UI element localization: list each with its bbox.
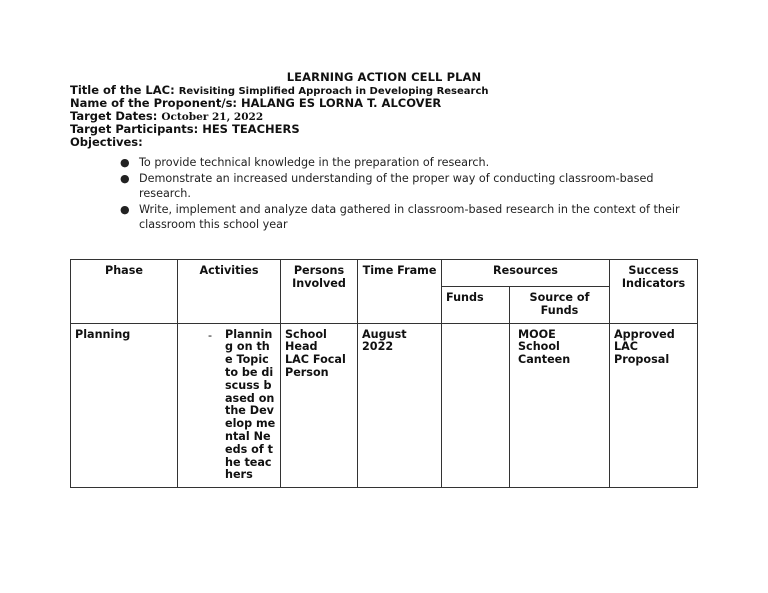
cell-source-of-funds: [510, 323, 610, 488]
header-source-of-funds: Source of Funds: [510, 287, 610, 324]
bullet-icon: ●: [120, 202, 130, 216]
header-funds: Funds: [442, 287, 510, 324]
person-line: Head: [285, 340, 318, 354]
header-time-frame: Time Frame: [358, 260, 442, 324]
cell-activities: [178, 323, 281, 488]
header-success-indicators: Success Indicators: [610, 260, 698, 324]
table-row: [71, 323, 698, 488]
objectives-label: Objectives:: [70, 135, 143, 149]
header-resources: Resources: [442, 260, 610, 287]
source-line: School: [518, 340, 560, 354]
list-item: [116, 171, 686, 202]
proponent-value: HALANG ES LORNA T. ALCOVER: [241, 96, 442, 110]
header-activities: Activities: [178, 260, 281, 324]
target-dates-label: Target Dates:: [70, 109, 162, 123]
target-participants-label: Target Participants:: [70, 122, 203, 136]
cell-persons-involved: [281, 323, 358, 488]
activity-text: Planning on the Topic to be discuss based on the Develop mental Needs of the teachers: [225, 327, 276, 482]
list-item: [116, 202, 686, 233]
person-line: Person: [285, 365, 329, 379]
cell-success-indicators: [610, 323, 698, 488]
header-phase: Phase: [71, 260, 178, 324]
dash-bullet: -: [208, 328, 213, 342]
document-title: LEARNING ACTION CELL PLAN: [286, 70, 482, 84]
cell-phase: Planning: [71, 323, 178, 488]
lac-title-value: Revisiting Simplified Approach in Developing Research: [178, 86, 489, 97]
lac-title-label: Title of the LAC:: [70, 83, 179, 97]
header-persons-involved: Persons Involved: [281, 260, 358, 324]
person-line: School: [285, 327, 327, 341]
table-header-row: [71, 260, 698, 287]
lac-plan-table: [70, 259, 698, 488]
objective-text: Demonstrate an increased understanding of the proper way of conducting classroom-based research.: [139, 171, 654, 200]
bullet-icon: ●: [120, 156, 130, 169]
target-dates-value: October 21, 2022: [161, 111, 264, 123]
objective-text: Write, implement and analyze data gathered in classroom-based research in the context of their classroom this school year: [139, 202, 680, 231]
person-line: LAC Focal: [285, 353, 346, 367]
indicator-line: LAC Proposal: [614, 340, 670, 367]
cell-funds: [442, 323, 510, 488]
target-participants-value: HES TEACHERS: [202, 122, 300, 136]
source-line: Canteen: [518, 353, 571, 367]
objective-text: To provide technical knowledge in the preparation of research.: [139, 156, 490, 169]
indicator-line: Approved: [614, 327, 675, 341]
cell-time-frame: August 2022: [358, 323, 442, 488]
bullet-icon: ●: [120, 171, 130, 185]
objectives-list: [116, 155, 686, 233]
source-line: MOOE: [518, 327, 556, 341]
list-item: [116, 155, 686, 171]
proponent-label: Name of the Proponent/s:: [70, 96, 242, 110]
